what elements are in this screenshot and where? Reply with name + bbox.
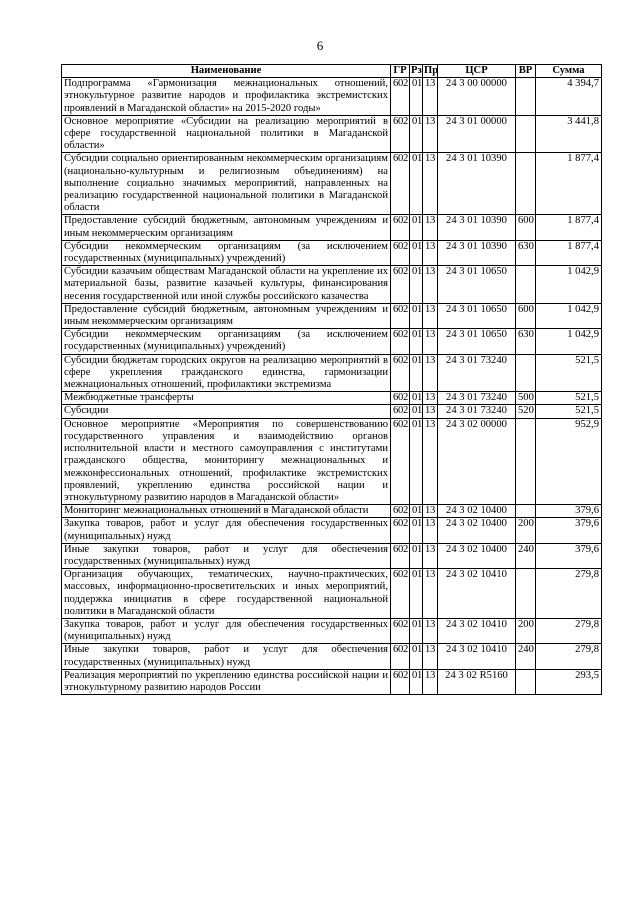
row-pr-cell: 13 xyxy=(423,418,438,504)
table-body xyxy=(62,78,602,695)
row-vr-cell: 500 xyxy=(516,392,536,405)
row-csr-cell: 24 3 02 R5160 xyxy=(438,669,516,694)
row-vr-cell xyxy=(516,266,536,304)
row-sum-cell: 4 394,7 xyxy=(536,78,602,116)
row-name-cell: Реализация мероприятий по укреплению единства российской нации и этнокультурному развитию народов России xyxy=(62,669,391,694)
row-sum-cell: 279,8 xyxy=(536,618,602,643)
row-csr-cell: 24 3 02 10410 xyxy=(438,618,516,643)
table-row xyxy=(62,505,602,518)
row-gr-cell: 602 xyxy=(391,405,410,418)
row-gr-cell: 602 xyxy=(391,618,410,643)
table-row xyxy=(62,543,602,568)
row-name-cell: Основное мероприятие «Мероприятия по совершенствованию государственного управления и взаимодействию органов исполнительной власти и местного самоуправления с институтами гражданского общества, мониторингу межнациональных и межконфессиональных отношений, профилактике экстремистских проявлений, укреплению единства российской нации и этнокультурному развитию народов в Магаданской области» xyxy=(62,418,391,504)
row-vr-cell xyxy=(516,153,536,215)
row-sum-cell: 279,8 xyxy=(536,644,602,669)
row-name-cell: Закупка товаров, работ и услуг для обеспечения государственных (муниципальных) нужд xyxy=(62,518,391,543)
table-row xyxy=(62,303,602,328)
row-sum-cell: 293,5 xyxy=(536,669,602,694)
row-pr-cell: 13 xyxy=(423,215,438,240)
row-gr-cell: 602 xyxy=(391,215,410,240)
row-csr-cell: 24 3 02 10400 xyxy=(438,505,516,518)
row-name-cell: Мониторинг межнациональных отношений в Магаданской области xyxy=(62,505,391,518)
page-number: 6 xyxy=(316,38,324,53)
row-rz-cell: 01 xyxy=(410,518,423,543)
header-csr: ЦСР xyxy=(438,65,516,78)
row-csr-cell: 24 3 01 10390 xyxy=(438,240,516,265)
table-row xyxy=(62,266,602,304)
row-pr-cell: 13 xyxy=(423,153,438,215)
row-vr-cell xyxy=(516,418,536,504)
table-row xyxy=(62,518,602,543)
row-gr-cell: 602 xyxy=(391,153,410,215)
row-vr-cell: 240 xyxy=(516,543,536,568)
row-gr-cell: 602 xyxy=(391,240,410,265)
row-vr-cell: 520 xyxy=(516,405,536,418)
row-sum-cell: 1 042,9 xyxy=(536,329,602,354)
row-csr-cell: 24 3 02 00000 xyxy=(438,418,516,504)
row-vr-cell xyxy=(516,669,536,694)
row-vr-cell: 600 xyxy=(516,303,536,328)
row-rz-cell: 01 xyxy=(410,329,423,354)
row-gr-cell: 602 xyxy=(391,505,410,518)
table-row xyxy=(62,78,602,116)
row-sum-cell: 379,6 xyxy=(536,505,602,518)
row-csr-cell: 24 3 02 10410 xyxy=(438,644,516,669)
row-pr-cell: 13 xyxy=(423,669,438,694)
row-csr-cell: 24 3 02 10410 xyxy=(438,569,516,619)
header-vr: ВР xyxy=(516,65,536,78)
row-rz-cell: 01 xyxy=(410,543,423,568)
row-vr-cell: 600 xyxy=(516,215,536,240)
row-pr-cell: 13 xyxy=(423,505,438,518)
row-vr-cell xyxy=(516,78,536,116)
table-row xyxy=(62,240,602,265)
row-pr-cell: 13 xyxy=(423,543,438,568)
table-row xyxy=(62,115,602,153)
header-rz: Рз xyxy=(411,65,422,76)
header-gr: ГР xyxy=(391,65,410,78)
table-row xyxy=(62,405,602,418)
row-csr-cell: 24 3 01 10390 xyxy=(438,153,516,215)
row-csr-cell: 24 3 01 10650 xyxy=(438,303,516,328)
row-rz-cell: 01 xyxy=(410,153,423,215)
row-gr-cell: 602 xyxy=(391,543,410,568)
row-pr-cell: 13 xyxy=(423,78,438,116)
row-gr-cell: 602 xyxy=(391,266,410,304)
row-vr-cell xyxy=(516,505,536,518)
row-csr-cell: 24 3 01 10650 xyxy=(438,329,516,354)
row-rz-cell: 01 xyxy=(410,505,423,518)
row-gr-cell: 602 xyxy=(391,303,410,328)
row-rz-cell: 01 xyxy=(410,405,423,418)
table-row xyxy=(62,392,602,405)
row-rz-cell: 01 xyxy=(410,644,423,669)
row-vr-cell xyxy=(516,115,536,153)
header-sum: Сумма xyxy=(536,65,602,78)
row-pr-cell: 13 xyxy=(423,303,438,328)
row-sum-cell: 952,9 xyxy=(536,418,602,504)
row-rz-cell: 01 xyxy=(410,115,423,153)
budget-table xyxy=(61,64,602,695)
row-gr-cell: 602 xyxy=(391,518,410,543)
row-rz-cell: 01 xyxy=(410,303,423,328)
row-name-cell: Подпрограмма «Гармонизация межнациональных отношений, этнокультурное развитие народов и профилактика экстремистских проявлений в Магаданской области» на 2015-2020 годы» xyxy=(62,78,391,116)
row-rz-cell: 01 xyxy=(410,78,423,116)
row-name-cell: Субсидии бюджетам городских округов на реализацию мероприятий в сфере укрепления гражданского единства, гармонизации межнациональных отношений, профилактики экстремизма xyxy=(62,354,391,392)
row-pr-cell: 13 xyxy=(423,240,438,265)
row-sum-cell: 379,6 xyxy=(536,518,602,543)
row-rz-cell: 01 xyxy=(410,618,423,643)
row-gr-cell: 602 xyxy=(391,392,410,405)
row-pr-cell: 13 xyxy=(423,115,438,153)
row-pr-cell: 13 xyxy=(423,569,438,619)
row-name-cell: Иные закупки товаров, работ и услуг для обеспечения государственных (муниципальных) нужд xyxy=(62,543,391,568)
row-sum-cell: 1 877,4 xyxy=(536,240,602,265)
row-csr-cell: 24 3 02 10400 xyxy=(438,543,516,568)
table-row xyxy=(62,669,602,694)
header-name: Наименование xyxy=(62,65,391,78)
row-csr-cell: 24 3 02 10400 xyxy=(438,518,516,543)
row-csr-cell: 24 3 01 00000 xyxy=(438,115,516,153)
table-row xyxy=(62,215,602,240)
row-gr-cell: 602 xyxy=(391,329,410,354)
row-gr-cell: 602 xyxy=(391,669,410,694)
row-sum-cell: 521,5 xyxy=(536,405,602,418)
row-name-cell: Иные закупки товаров, работ и услуг для обеспечения государственных (муниципальных) нужд xyxy=(62,644,391,669)
row-sum-cell: 1 877,4 xyxy=(536,153,602,215)
row-gr-cell: 602 xyxy=(391,644,410,669)
table-row xyxy=(62,644,602,669)
row-csr-cell: 24 3 01 10390 xyxy=(438,215,516,240)
row-pr-cell: 13 xyxy=(423,266,438,304)
row-sum-cell: 1 042,9 xyxy=(536,303,602,328)
row-gr-cell: 602 xyxy=(391,354,410,392)
row-name-cell: Субсидии некоммерческим организациям (за исключением государственных (муниципальных) учреждений) xyxy=(62,240,391,265)
row-name-cell: Субсидии некоммерческим организациям (за исключением государственных (муниципальных) учреждений) xyxy=(62,329,391,354)
row-name-cell: Закупка товаров, работ и услуг для обеспечения государственных (муниципальных) нужд xyxy=(62,618,391,643)
row-vr-cell xyxy=(516,354,536,392)
row-csr-cell: 24 3 00 00000 xyxy=(438,78,516,116)
table-row xyxy=(62,569,602,619)
row-vr-cell xyxy=(516,569,536,619)
row-vr-cell: 200 xyxy=(516,618,536,643)
row-name-cell: Межбюджетные трансферты xyxy=(62,392,391,405)
row-name-cell: Субсидии социально ориентированным некоммерческим организациям (национально-культурным и религиозным объединениям) на выполнение социально значимых мероприятий, направленных на реализацию государственной национальной политики в Магаданской области xyxy=(62,153,391,215)
row-gr-cell: 602 xyxy=(391,115,410,153)
row-name-cell: Предоставление субсидий бюджетным, автономным учреждениям и иным некоммерческим организациям xyxy=(62,215,391,240)
row-sum-cell: 1 042,9 xyxy=(536,266,602,304)
row-csr-cell: 24 3 01 10650 xyxy=(438,266,516,304)
row-name-cell: Организация обучающих, тематических, научно-практических, массовых, информационно-просветительских и иных мероприятий, поддержка инициатив в сфере государственной национальной политики в Магаданской области xyxy=(62,569,391,619)
row-sum-cell: 1 877,4 xyxy=(536,215,602,240)
row-gr-cell: 602 xyxy=(391,569,410,619)
row-name-cell: Предоставление субсидий бюджетным, автономным учреждениям и иным некоммерческим организациям xyxy=(62,303,391,328)
row-vr-cell: 630 xyxy=(516,329,536,354)
row-pr-cell: 13 xyxy=(423,618,438,643)
row-csr-cell: 24 3 01 73240 xyxy=(438,405,516,418)
table-row xyxy=(62,329,602,354)
row-rz-cell: 01 xyxy=(410,418,423,504)
row-csr-cell: 24 3 01 73240 xyxy=(438,392,516,405)
table-row xyxy=(62,354,602,392)
row-name-cell: Субсидии xyxy=(62,405,391,418)
row-sum-cell: 521,5 xyxy=(536,392,602,405)
row-rz-cell: 01 xyxy=(410,669,423,694)
row-vr-cell: 200 xyxy=(516,518,536,543)
header-pr: Пр xyxy=(424,65,439,76)
table-row xyxy=(62,618,602,643)
table-header-row xyxy=(62,65,602,78)
row-sum-cell: 379,6 xyxy=(536,543,602,568)
row-rz-cell: 01 xyxy=(410,266,423,304)
row-vr-cell: 630 xyxy=(516,240,536,265)
row-rz-cell: 01 xyxy=(410,215,423,240)
row-sum-cell: 279,8 xyxy=(536,569,602,619)
row-gr-cell: 602 xyxy=(391,78,410,116)
row-csr-cell: 24 3 01 73240 xyxy=(438,354,516,392)
table-row xyxy=(62,153,602,215)
row-rz-cell: 01 xyxy=(410,392,423,405)
row-sum-cell: 3 441,8 xyxy=(536,115,602,153)
row-rz-cell: 01 xyxy=(410,354,423,392)
table-row xyxy=(62,418,602,504)
row-name-cell: Основное мероприятие «Субсидии на реализацию мероприятий в сфере государственной национальной политики в Магаданской области» xyxy=(62,115,391,153)
row-pr-cell: 13 xyxy=(423,644,438,669)
row-sum-cell: 521,5 xyxy=(536,354,602,392)
row-pr-cell: 13 xyxy=(423,392,438,405)
row-pr-cell: 13 xyxy=(423,405,438,418)
row-rz-cell: 01 xyxy=(410,569,423,619)
row-rz-cell: 01 xyxy=(410,240,423,265)
row-name-cell: Субсидии казачьим обществам Магаданской области на укрепление их материальной базы, развитие казачьей культуры, финансирования несения государственной или иной службы российского казачества xyxy=(62,266,391,304)
row-gr-cell: 602 xyxy=(391,418,410,504)
row-pr-cell: 13 xyxy=(423,518,438,543)
row-pr-cell: 13 xyxy=(423,354,438,392)
row-vr-cell: 240 xyxy=(516,644,536,669)
row-pr-cell: 13 xyxy=(423,329,438,354)
